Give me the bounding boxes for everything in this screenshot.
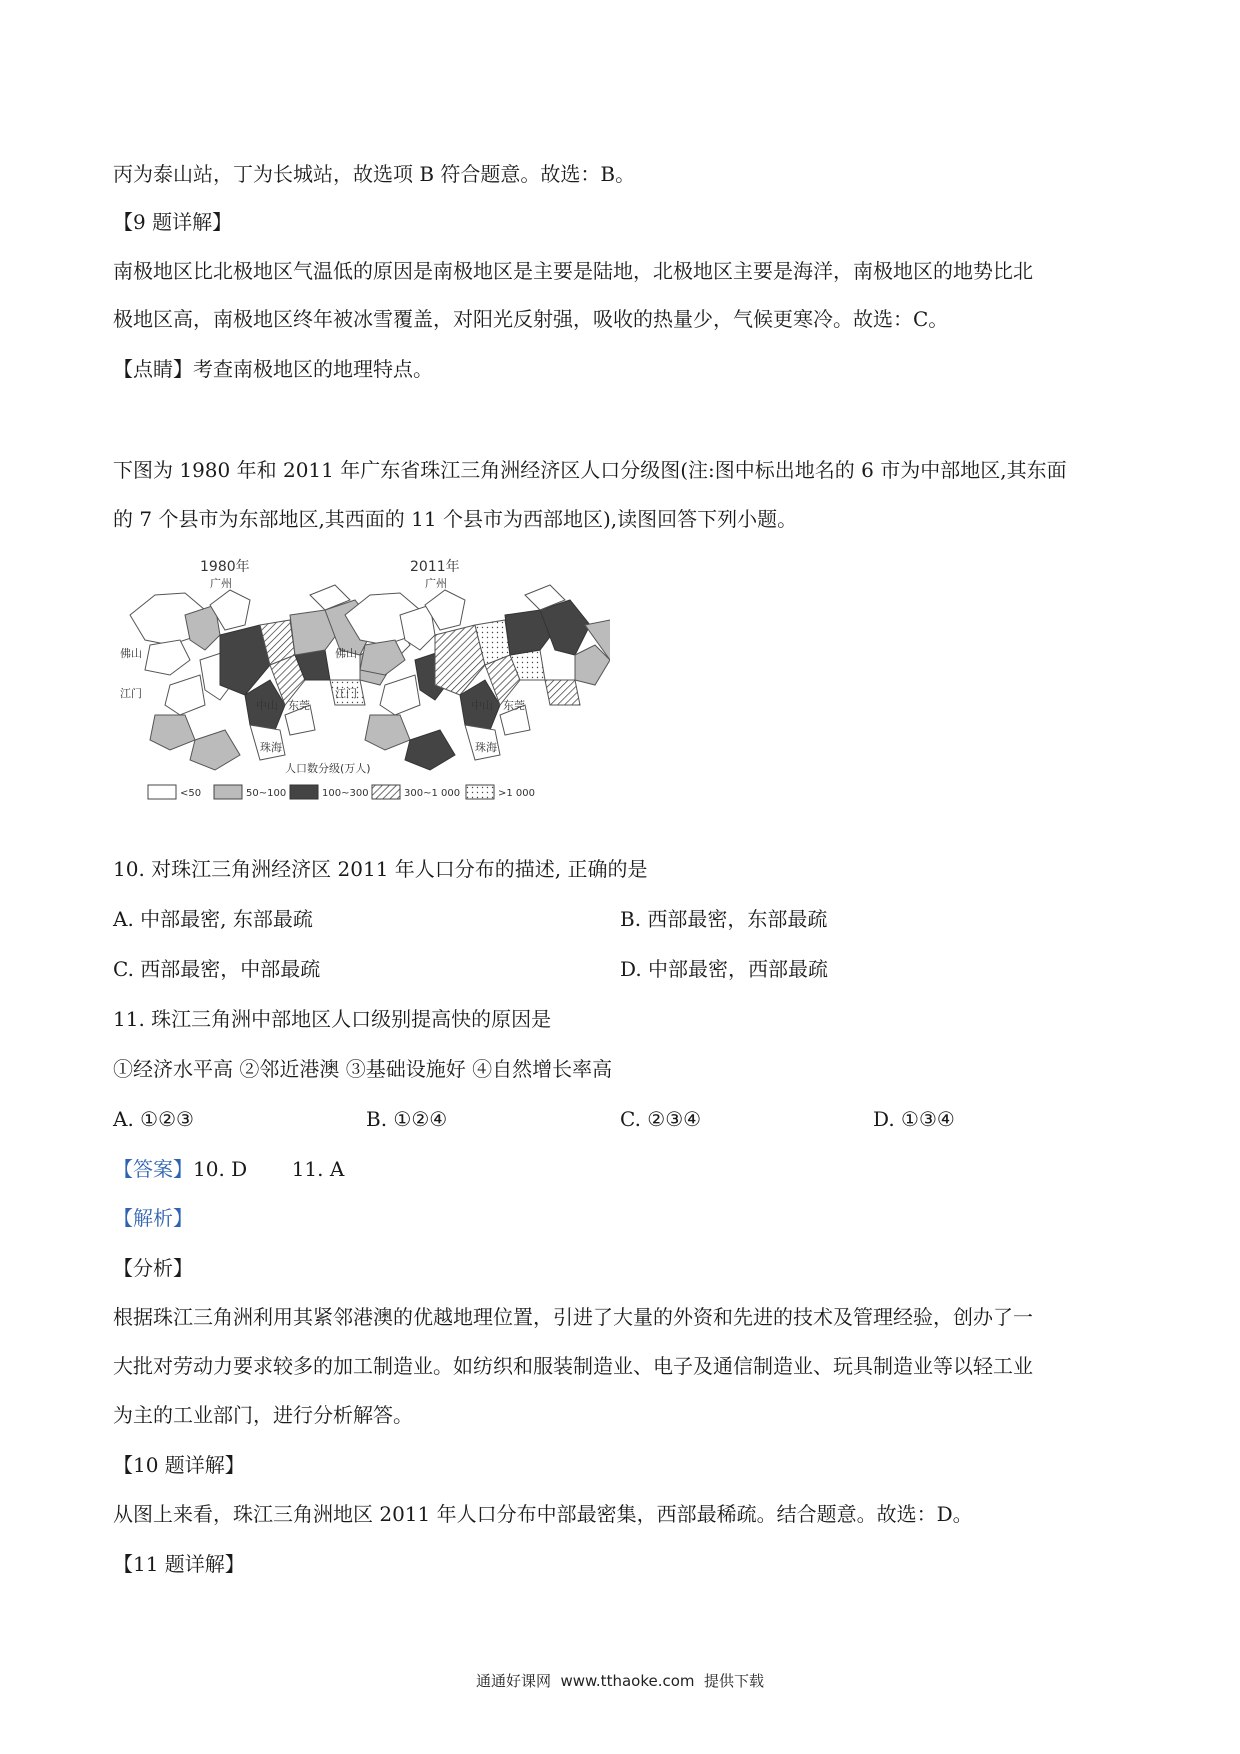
- intro-line: 下图为 1980 年和 2011 年广东省珠江三角洲经济区人口分级图(注:图中标出地名的 6 市为中部地区,其东面: [113, 458, 1067, 482]
- legend-swatch-gt1000: [466, 785, 494, 799]
- q10-option-d: D. 中部最密，西部最疏: [620, 957, 829, 981]
- city-label-jiangmen: 江门: [335, 687, 357, 700]
- q11-detail-heading: 【11 题详解】: [113, 1552, 245, 1576]
- population-grade-map-figure: [110, 555, 610, 810]
- city-label-zhongshan: 中山: [471, 699, 493, 712]
- map-2011: [335, 558, 610, 770]
- city-label-foshan: 佛山: [335, 647, 357, 660]
- answer-line: [113, 1155, 344, 1183]
- q11-option-b: B. ①②④: [366, 1107, 448, 1131]
- q10-option-a: A. 中部最密, 东部最疏: [113, 907, 313, 931]
- city-label-zhongshan: 中山: [256, 699, 278, 712]
- map-2011-title: 2011年: [410, 559, 460, 575]
- legend-swatch-50-100: [214, 785, 242, 799]
- text-line: 根据珠江三角洲利用其紧邻港澳的优越地理位置，引进了大量的外资和先进的技术及管理经验，创办了一: [113, 1305, 1033, 1329]
- legend-label: 100~300: [322, 788, 369, 799]
- q10-detail-heading: 【10 题详解】: [113, 1453, 245, 1477]
- question-10-stem: 10. 对珠江三角洲经济区 2011 年人口分布的描述, 正确的是: [113, 857, 648, 881]
- city-label-zhuhai: 珠海: [260, 741, 282, 754]
- legend-swatch-lt50: [148, 785, 176, 799]
- text-line: 丙为泰山站，丁为长城站，故选项 B 符合题意。故选：B。: [113, 162, 636, 186]
- answer-text: 10. D 11. A: [193, 1157, 345, 1181]
- q11-option-d: D. ①③④: [873, 1107, 955, 1131]
- text-line: 为主的工业部门，进行分析解答。: [113, 1403, 413, 1427]
- q11-option-a: A. ①②③: [113, 1107, 194, 1131]
- fenxi-heading: 【分析】: [113, 1256, 193, 1280]
- city-label-guangzhou: 广州: [425, 577, 447, 590]
- city-label-jiangmen: 江门: [120, 687, 142, 700]
- legend-label: <50: [180, 788, 202, 799]
- map-1980-title: 1980年: [200, 559, 250, 575]
- jiexi-heading: 【解析】: [113, 1206, 193, 1230]
- question-11-items: ①经济水平高 ②邻近港澳 ③基础设施好 ④自然增长率高: [113, 1057, 613, 1081]
- city-label-foshan: 佛山: [120, 647, 142, 660]
- q10-option-b: B. 西部最密，东部最疏: [620, 907, 828, 931]
- text-line: 从图上来看，珠江三角洲地区 2011 年人口分布中部最密集，西部最稀疏。结合题意。故选：D。: [113, 1502, 973, 1526]
- legend-label: 300~1 000: [404, 788, 461, 799]
- q11-option-c: C. ②③④: [620, 1107, 702, 1131]
- legend-label: 50~100: [246, 788, 287, 799]
- city-label-dongguan: 东莞: [288, 699, 310, 712]
- legend-swatch-300-1000: [372, 785, 400, 799]
- city-label-zhuhai: 珠海: [475, 741, 497, 754]
- text-line: 大批对劳动力要求较多的加工制造业。如纺织和服装制造业、电子及通信制造业、玩具制造业等以轻工业: [113, 1354, 1033, 1378]
- answer-label: 【答案】: [113, 1157, 193, 1181]
- intro-line: 的 7 个县市为东部地区,其西面的 11 个县市为西部地区),读图回答下列小题。: [113, 507, 798, 531]
- city-label-dongguan: 东莞: [503, 699, 525, 712]
- q10-option-c: C. 西部最密，中部最疏: [113, 957, 321, 981]
- text-line: 南极地区比北极地区气温低的原因是南极地区是主要是陆地，北极地区主要是海洋，南极地区的地势比北: [113, 259, 1033, 283]
- city-label-guangzhou: 广州: [210, 577, 232, 590]
- legend-title: 人口数分级(万人): [285, 762, 371, 775]
- text-line: 极地区高，南极地区终年被冰雪覆盖，对阳光反射强，吸收的热量少，气候更寒冷。故选：C。: [113, 307, 949, 331]
- question-11-stem: 11. 珠江三角洲中部地区人口级别提高快的原因是: [113, 1007, 552, 1031]
- legend-swatch-100-300: [290, 785, 318, 799]
- page-footer: 通通好课网 www.tthaoke.com 提供下载: [475, 1672, 765, 1690]
- dianjing-note: 【点睛】考查南极地区的地理特点。: [113, 357, 433, 381]
- legend-label: >1 000: [498, 788, 536, 799]
- q9-detail-heading: 【9 题详解】: [113, 210, 233, 234]
